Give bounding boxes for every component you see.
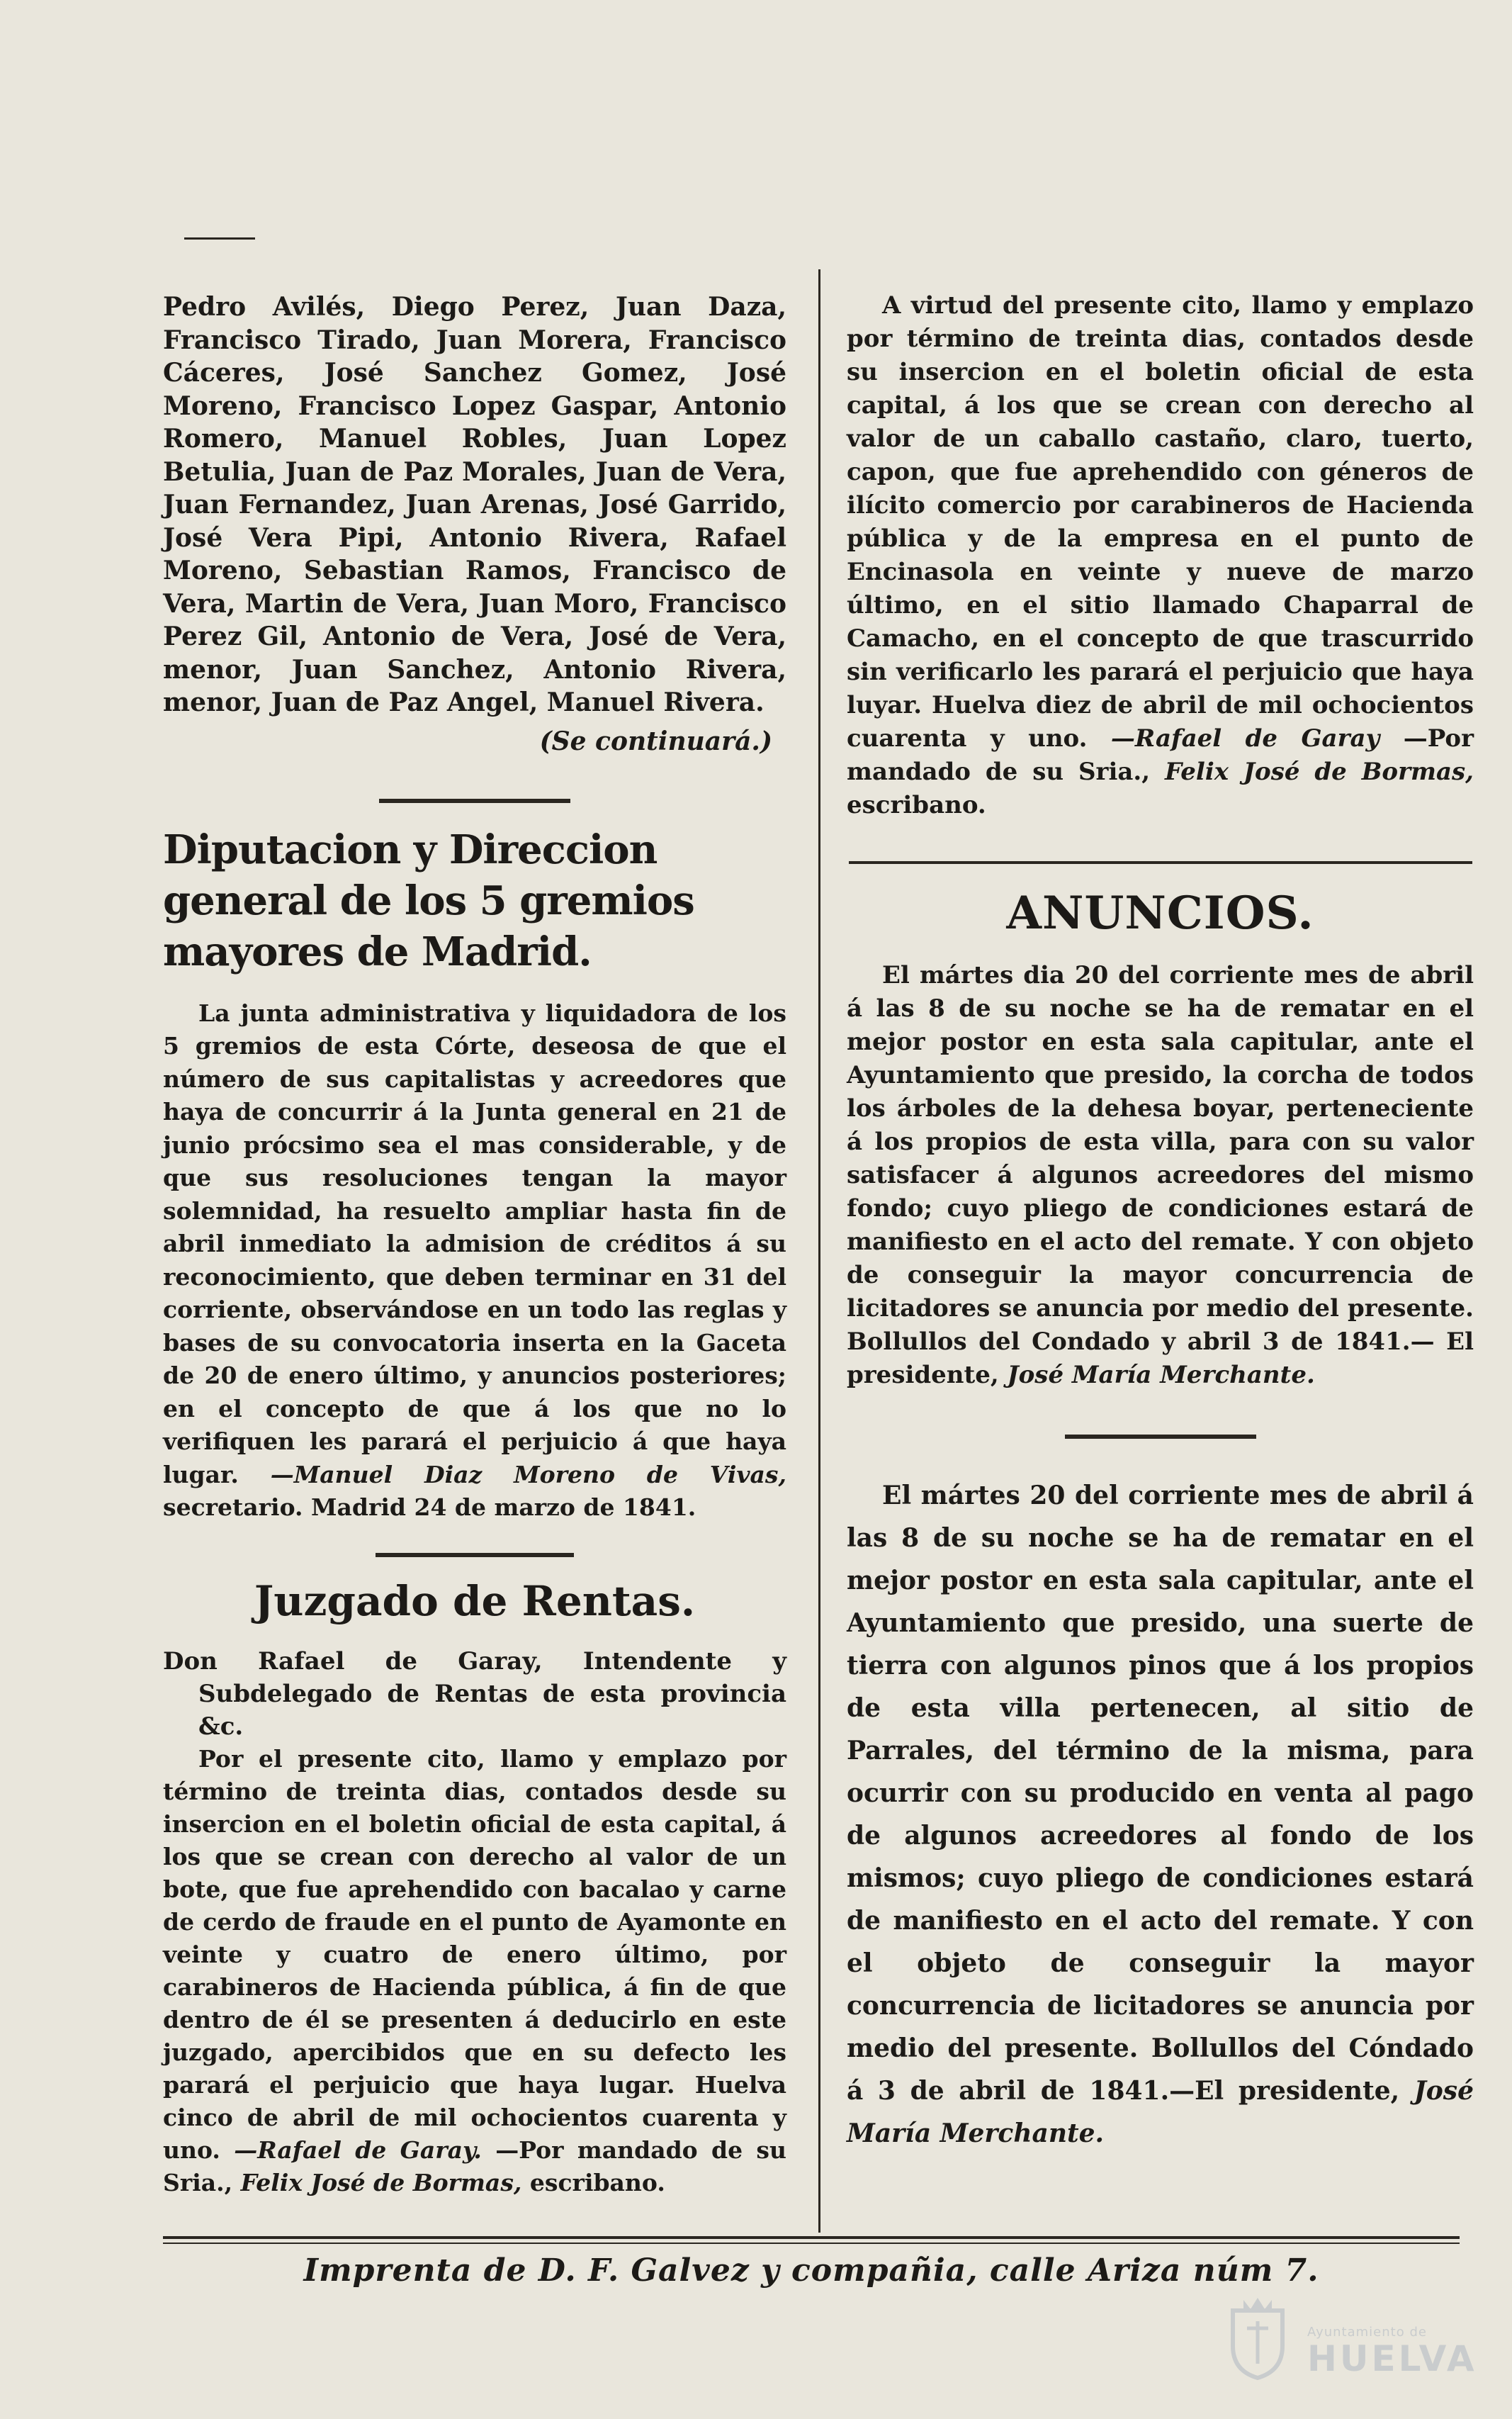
ad-tierra-signature: José María Merchante. bbox=[847, 2076, 1474, 2148]
gremios-body bbox=[163, 997, 786, 1525]
ad-tierra-text: El mártes 20 del corriente mes de abril á las 8 de su noche se ha de rematar en el mejor postor en esta sala capitular, ante el Ayuntamiento que presido, una suerte de tierra con algunos pinos que á los propios de esta villa pertenecen, al sitio de Parrales, del término de la misma, para ocurrir con su producido en venta al pago de algunos acreedores al fondo de los mismos; cuyo pliego de condiciones estará de manifiesto en el acto del remate. Y con el objeto de conseguir la mayor concurrencia de licitadores se anuncia por medio del presente. Bollullos del Cóndado á 3 de abril de 1841.—El presidente, bbox=[847, 1481, 1474, 2106]
juzgado-body bbox=[163, 1743, 786, 2199]
printer-imprint: Imprenta de D. F. Galvez y compañia, calle Ariza núm 7. bbox=[303, 2252, 1319, 2289]
caballo-signature-1: —Rafael de Garay bbox=[1110, 724, 1380, 753]
section-title-juzgado: Juzgado de Rentas. bbox=[254, 1576, 696, 1625]
caballo-notice bbox=[847, 289, 1474, 822]
ad-corcha-text: El mártes dia 20 del corriente mes de abril á las 8 de su noche se ha de rematar en el mejor postor en esta sala capitular, ante el Ayuntamiento que presido, la corcha de todos los árboles de la dehesa boyar, perteneciente á los propios de esta villa, para con su valor satisfacer á algunos acreedores del mismo fondo; cuyo pliego de condiciones estará de manifiesto en el acto del remate. Y con objeto de conseguir la mayor concurrencia de licitadores se anuncia por medio del presente. Bollullos del Condado y abril 3 de 1841.— El presidente, bbox=[847, 961, 1474, 1389]
footer-rule bbox=[163, 2236, 1460, 2239]
left-column bbox=[163, 291, 786, 2199]
section-title-gremios: Diputacion y Direccion general de los 5 gremios mayores de Madrid. bbox=[163, 826, 694, 975]
column-divider bbox=[818, 269, 820, 2233]
juzgado-official: Don Rafael de Garay, Intendente y Subdelegado de Rentas de esta provincia &c. bbox=[163, 1646, 786, 1741]
right-column bbox=[847, 289, 1474, 2155]
ads-heading: ANUNCIOS. bbox=[1006, 887, 1314, 940]
watermark-big: HUELVA bbox=[1307, 2338, 1477, 2379]
caballo-closing: escribano. bbox=[847, 791, 986, 819]
caballo-mandado: —Por mandado de su Sria., bbox=[847, 724, 1474, 786]
juzgado-closing: escribano. bbox=[529, 2168, 665, 2196]
coat-of-arms-icon bbox=[1222, 2296, 1293, 2381]
juzgado-signature-1: —Rafael de Garay. bbox=[234, 2135, 482, 2164]
gremios-signature: —Manuel Diaz Moreno de Vivas, bbox=[270, 1460, 786, 1488]
juzgado-signature-2: Felix José de Bormas, bbox=[240, 2168, 522, 2196]
ad-corcha bbox=[847, 959, 1474, 1392]
watermark-small: Ayuntamiento de bbox=[1307, 2325, 1427, 2340]
caballo-text: A virtud del presente cito, llamo y emplazo por término de treinta dias, contados desde su insercion en el boletin oficial de esta capital, á los que se crean con derecho al valor de un caballo castaño, claro, tuerto, capon, que fue aprehendido con géneros de ilícito comercio por carabineros de Hacienda pública y de la empresa en el punto de Encinasola en veinte y nueve de marzo último, en el sitio llamado Chaparral de Camacho, en el concepto de que trascurrido sin verificarlo les parará el perjuicio que haya luyar. Huelva diez de abril de mil ochocientos cuarenta y uno. bbox=[847, 291, 1474, 753]
watermark-text bbox=[1307, 2325, 1477, 2378]
caballo-signature-2: Felix José de Bormas, bbox=[1165, 758, 1474, 786]
continuation-note: (Se continuará.) bbox=[539, 726, 772, 756]
names-list: Pedro Avilés, Diego Perez, Juan Daza, Francisco Tirado, Juan Morera, Francisco Cáceres, José Sanchez Gomez, José Moreno, Francisco Lopez Gaspar, Antonio Romero, Manuel Robles, Juan Lopez Betulia, Juan de Paz Morales, Juan de Vera, Juan Fernandez, Juan Arenas, José Garrido, José Vera Pipi, Antonio Rivera, Rafael Moreno, Sebastian Ramos, Francisco de Vera, Martin de Vera, Juan Moro, Francisco Perez Gil, Antonio de Vera, José de Vera, menor, Juan Sanchez, Antonio Rivera, menor, Juan de Paz Angel, Manuel Rivera. bbox=[163, 292, 786, 717]
ad-tierra bbox=[847, 1474, 1474, 2155]
top-rule bbox=[184, 237, 255, 240]
juzgado-mandado: —Por mandado de su Sria., bbox=[163, 2135, 786, 2196]
gremios-text: La junta administrativa y liquidadora de los 5 gremios de esta Córte, deseosa de que el número de sus capitalistas y acreedores que haya de concurrir á la Junta general en 21 de junio prócsimo sea el mas considerable, y de que sus resoluciones tengan la mayor solemnidad, ha resuelto ampliar hasta fin de abril inmediato la admision de créditos á su reconocimiento, que deben terminar en 31 del corriente, observándose en un todo las reglas y bases de su convocatoria inserta en la Gaceta de 20 de enero último, y anuncios posteriores; en el concepto de que á los que no lo verifiquen les parará el perjuicio á que haya lugar. bbox=[163, 999, 786, 1488]
juzgado-text: Por el presente cito, llamo y emplazo por término de treinta dias, contados desde su insercion en el boletin oficial de esta capital, á los que se crean con derecho al valor de un bote, que fue aprehendido con bacalao y carne de cerdo de fraude en el punto de Ayamonte en veinte y cuatro de enero último, por carabineros de Hacienda pública, á fin de que dentro de él se presenten á deducirlo en este juzgado, apercibidos que en su defecto les parará el perjuicio que haya lugar. Huelva cinco de abril de mil ochocientos cuarenta y uno. bbox=[163, 1744, 786, 2164]
ad-corcha-signature: José María Merchante. bbox=[1007, 1361, 1315, 1389]
gremios-closing: secretario. Madrid 24 de marzo de 1841. bbox=[163, 1493, 696, 1521]
archive-watermark bbox=[1222, 2296, 1477, 2389]
footer-rule-thin bbox=[163, 2243, 1460, 2244]
